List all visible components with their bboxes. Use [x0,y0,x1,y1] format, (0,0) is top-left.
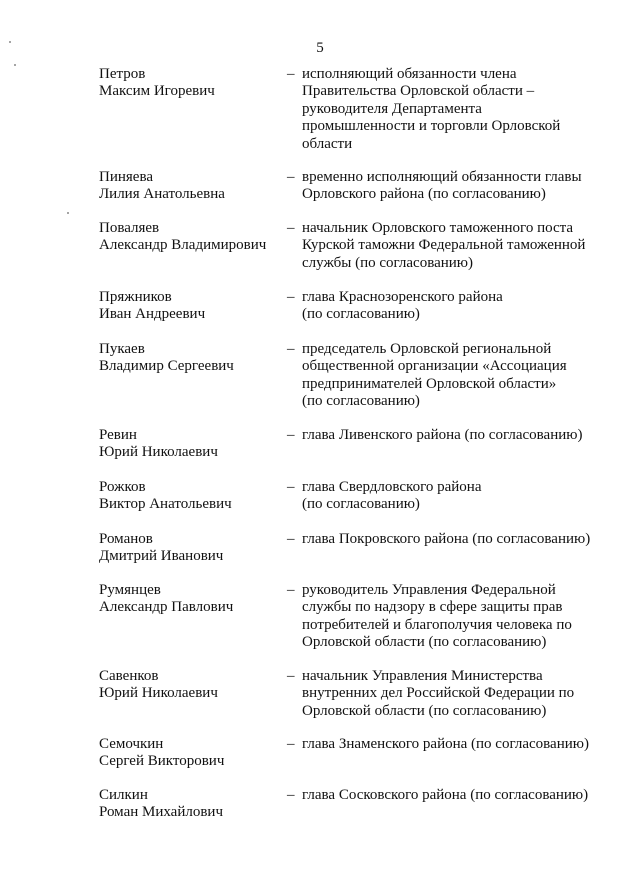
person-name [99,736,284,771]
dash: – [287,169,295,185]
position-description [302,289,612,324]
person-given-names: Александр Владимирович [99,237,267,254]
description-line: глава Сосковского района (по согласованию) [302,787,589,803]
dash: – [287,531,295,547]
description-line: исполняющий обязанности члена [302,66,517,82]
position-description [302,341,612,411]
description-line: глава Покровского района (по согласованию) [302,531,591,547]
dash: – [287,427,295,443]
position-description [302,736,612,753]
person-name [99,582,284,617]
person-name [99,427,284,462]
description-line: начальник Управления Министерства [302,668,543,684]
position-description [302,220,612,272]
person-surname: Пряжников [99,289,172,305]
person-given-names: Юрий Николаевич [99,685,218,702]
person-surname: Поваляев [99,220,160,236]
description-line: (по согласованию) [302,393,420,410]
person-surname: Ревин [99,427,137,443]
description-line: временно исполняющий обязанности главы [302,169,582,185]
person-given-names: Виктор Анатольевич [99,496,232,513]
person-given-names: Сергей Викторович [99,753,225,770]
person-given-names: Максим Игоревич [99,83,215,100]
description-line: глава Свердловского района [302,479,482,495]
position-description [302,479,612,514]
description-line: Орловской области (по согласованию) [302,634,547,651]
person-given-names: Александр Павлович [99,599,234,616]
person-surname: Савенков [99,668,159,684]
position-description [302,531,612,548]
person-name [99,479,284,514]
person-given-names: Юрий Николаевич [99,444,218,461]
person-name [99,341,284,376]
dash: – [287,787,295,803]
scan-speck [67,212,69,214]
person-surname: Румянцев [99,582,161,598]
description-line: Курской таможни Федеральной таможенной [302,237,586,254]
person-surname: Романов [99,531,153,547]
description-line: начальник Орловского таможенного поста [302,220,574,236]
description-line: руководителя Департамента [302,100,482,117]
person-name [99,220,284,255]
person-given-names: Лилия Анатольевна [99,186,225,203]
dash: – [287,582,295,598]
person-given-names: Иван Андреевич [99,306,206,323]
dash: – [287,289,295,305]
description-line: Орловской области (по согласованию) [302,702,547,719]
description-line: службы по надзору в сфере защиты прав [302,599,563,616]
dash: – [287,479,295,495]
description-line: предпринимателей Орловской области» [302,375,557,392]
person-given-names: Дмитрий Иванович [99,548,224,565]
position-description [302,668,612,720]
description-line: (по согласованию) [302,306,420,323]
description-line: области [302,135,353,152]
description-line: глава Краснозоренского района [302,289,503,305]
description-line: Правительства Орловской области – [302,83,535,100]
person-given-names: Роман Михайлович [99,804,223,821]
description-line: Орловского района (по согласованию) [302,186,546,203]
person-name [99,787,284,822]
description-line: председатель Орловской региональной [302,341,552,357]
person-name [99,531,284,566]
description-line: потребителей и благополучия человека по [302,616,572,633]
scan-speck [14,64,16,66]
dash: – [287,220,295,236]
person-name [99,66,284,101]
description-line: (по согласованию) [302,496,420,513]
person-surname: Петров [99,66,146,82]
position-description [302,427,612,444]
dash: – [287,668,295,684]
description-line: общественной организации «Ассоциация [302,358,567,375]
page-number: 5 [316,40,324,56]
person-surname: Пиняева [99,169,153,185]
person-name [99,289,284,324]
person-name [99,169,284,204]
position-description [302,787,612,804]
person-surname: Семочкин [99,736,164,752]
position-description [302,582,612,652]
dash: – [287,341,295,357]
dash: – [287,736,295,752]
position-description [302,66,612,153]
description-line: службы (по согласованию) [302,254,473,271]
person-surname: Пукаев [99,341,145,357]
dash: – [287,66,295,82]
description-line: руководитель Управления Федеральной [302,582,556,598]
person-surname: Силкин [99,787,148,803]
description-line: глава Знаменского района (по согласованию) [302,736,589,752]
position-description [302,169,612,204]
description-line: внутренних дел Российской Федерации по [302,685,575,702]
person-name [99,668,284,703]
person-surname: Рожков [99,479,146,495]
description-line: промышленности и торговли Орловской [302,118,561,135]
person-given-names: Владимир Сергеевич [99,358,234,375]
description-line: глава Ливенского района (по согласованию) [302,427,583,443]
